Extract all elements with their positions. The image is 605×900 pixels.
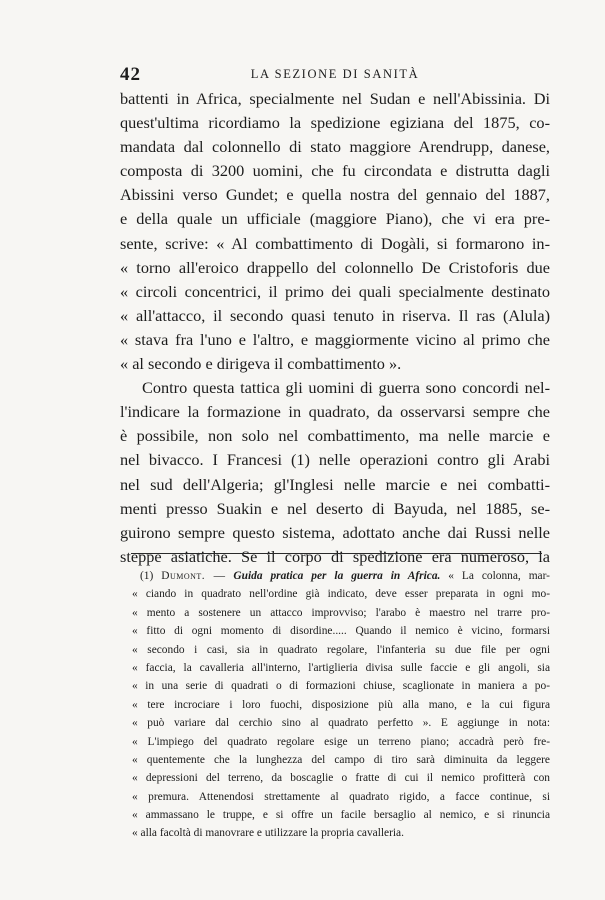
page-header [120, 64, 550, 84]
text-line: Contro questa tattica gli uomini di guerra sono concordi nel- [142, 378, 550, 398]
text-line: steppe asiatiche. Se il corpo di spedizione era numeroso, la [120, 546, 550, 566]
footnote [118, 567, 550, 843]
text-line: l'indicare la formazione in quadrato, da osservarsi sempre che [120, 402, 550, 422]
footnote-line: « in una serie di quadrati o di formazioni chiuse, scaglionate in maniera a po- [132, 680, 550, 693]
text-line: mandata dal colonnello di stato maggiore Arendrupp, danese, [120, 137, 550, 157]
footnote-line: « secondo i casi, sia in quadrato regolare, l'infanteria su due file per ogni [132, 643, 550, 656]
text-line: guirono sempre questo sistema, adottato anche dai Russi nelle [120, 522, 550, 542]
page-number: 42 [120, 64, 141, 85]
text-line: menti presso Suakin e nel deserto di Bayuda, nel 1885, se- [120, 498, 550, 518]
footnote-line: « tere incrociare i loro fuochi, disposizione più alla mano, e la cui figura [132, 698, 550, 711]
text-line: sente, scrive: « Al combattimento di Dogàli, si formarono in- [120, 233, 550, 253]
running-title: LA SEZIONE DI SANITÀ [250, 67, 420, 81]
footnote-line: « mento a sostenere un attacco improvviso; l'arabo è maestro nel trarre pro- [132, 606, 550, 619]
text-line: Abissini verso Gundet; e quella nostra del gennaio del 1887, [120, 185, 550, 205]
footnote-line: « depressioni del terreno, da boscaglie o fratte di cui il nemico profitterà con [132, 772, 550, 785]
footnote-marker: (1) [140, 570, 154, 582]
text-line: è possibile, non solo nel combattimento, ma nelle marcie e [120, 426, 550, 446]
body-text [120, 87, 550, 569]
text-line: e della quale un ufficiale (maggiore Piano), che vi era pre- [120, 209, 550, 229]
footnote-author: Dumont. — [161, 570, 226, 582]
footnote-line: « ammassano le truppe, e si offre un facile bersaglio al nemico, e si rinuncia [132, 809, 550, 822]
text-line: « al secondo e dirigeva il combattimento ». [120, 354, 402, 374]
footnote-line: « ciando in quadrato nell'ordine già indicato, deve esser preparata in ogni mo- [132, 588, 550, 601]
footnote-line: « alla facoltà di manovrare e utilizzare la propria cavalleria. [132, 827, 404, 840]
footnote-line: « premura. Attenendosi strettamente al quadrato rigido, a facce continue, si [132, 790, 550, 803]
text-line: « torno all'eroico drappello del colonnello De Cristoforis due [120, 257, 550, 277]
text-line: battenti in Africa, specialmente nel Sudan e nell'Abissinia. Di [120, 89, 550, 108]
footnote-first-line [118, 567, 550, 585]
footnote-title: Guida pratica per la guerra in Africa. [233, 570, 441, 582]
footnote-line: « L'impiego del quadrato regolare esige un terreno piano; accadrà però fre- [132, 735, 550, 748]
text-line: « all'attacco, il secondo quasi tenuto in riserva. Il ras (Alula) [120, 305, 550, 325]
footnote-text: « La colonna, mar- [448, 570, 550, 582]
text-line: nel bivacco. I Francesi (1) nelle operazioni contro gli Arabi [120, 450, 550, 470]
text-line: quest'ultima ricordiamo la spedizione egiziana del 1875, co- [120, 113, 550, 133]
text-line: « circoli concentrici, il primo dei quali specialmente destinato [120, 281, 550, 301]
text-line: composta di 3200 uomini, che fu circondata e distrutta dagli [120, 161, 550, 181]
footnote-line: « faccia, la cavalleria all'interno, l'artiglieria divisa sulle faccie e gli angoli, sia [132, 661, 550, 674]
text-line: « stava fra l'uno e l'altro, e maggiormente vicino al primo che [120, 329, 550, 349]
footnote-line: « fitto di ogni momento di disordine..... Quando il nemico è vicino, formarsi [132, 625, 550, 638]
text-line: nel sud dell'Algeria; gl'Inglesi nelle marcie e nei combatti- [120, 474, 550, 494]
footnote-rule [131, 553, 542, 554]
footnote-line: « quentemente che la lunghezza del campo di tiro sarà diminuita da leggere [132, 753, 550, 766]
footnote-line: « può variare dal cerchio sino al quadrato perfetto ». E aggiunge in nota: [132, 717, 550, 730]
